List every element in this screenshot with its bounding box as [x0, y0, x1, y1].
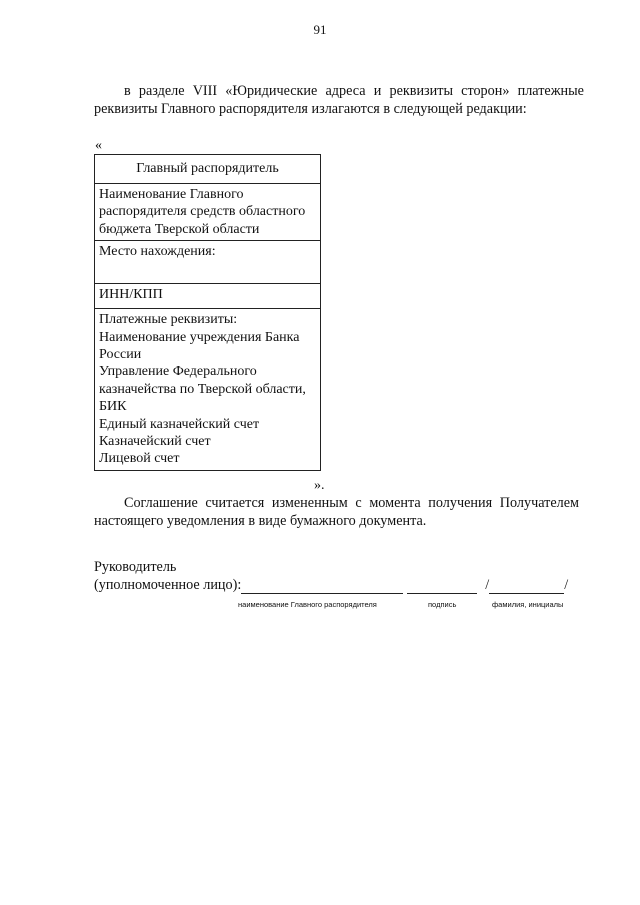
- inn-cell: ИНН/КПП: [95, 284, 321, 309]
- intro-word: сторон»: [461, 83, 510, 99]
- intro-word: разделе: [138, 83, 185, 99]
- agreement-paragraph: [94, 494, 579, 530]
- name-cell: [95, 184, 321, 241]
- payment-line: Лицевой счет: [99, 451, 180, 467]
- payment-details-cell: [95, 309, 321, 471]
- caption-organization: наименование Главного распорядителя: [238, 600, 377, 609]
- signature-captions: [0, 600, 640, 612]
- payment-line: Платежные реквизиты:: [99, 312, 238, 328]
- organization-name-line[interactable]: [241, 579, 403, 594]
- intro-word: «Юридические: [225, 83, 318, 99]
- signature-separator-end: /: [564, 577, 569, 593]
- agreement-word: Соглашение: [124, 495, 198, 511]
- signature-line[interactable]: [407, 579, 477, 594]
- name-line: бюджета Тверской области: [99, 221, 260, 237]
- payment-line: Казначейский счет: [99, 434, 211, 450]
- agreement-word: измененным: [271, 495, 348, 511]
- requisites-table: [94, 154, 321, 471]
- name-line: Наименование Главного: [99, 187, 244, 202]
- intro-line-1: [94, 82, 584, 100]
- address-cell: Место нахождения:: [95, 241, 321, 284]
- agreement-word: получения: [428, 495, 493, 511]
- payment-line: Управление Федерального: [99, 364, 257, 380]
- intro-word: и: [373, 83, 382, 99]
- payment-line: БИК: [99, 399, 127, 415]
- payment-line: казначейства по Тверской области,: [99, 381, 306, 397]
- intro-word: платежные: [517, 83, 584, 99]
- opening-quote: «: [95, 138, 102, 153]
- signature-separator: /: [485, 577, 490, 593]
- agreement-line-2: настоящего уведомления в виде бумажного документа.: [94, 513, 427, 529]
- intro-line-2: реквизиты Главного распорядителя излагаются в следующей редакции:: [94, 101, 527, 117]
- signature-title: Руководитель: [94, 559, 177, 575]
- intro-paragraph: [94, 82, 584, 118]
- payment-line: Наименование учреждения Банка: [99, 329, 300, 345]
- intro-word: адреса: [325, 83, 366, 99]
- intro-word: реквизиты: [389, 83, 453, 99]
- payment-line: Единый казначейский счет: [99, 416, 260, 432]
- caption-full-name: фамилия, инициалы: [492, 600, 564, 609]
- agreement-word: с: [355, 495, 362, 511]
- agreement-line-1: [94, 494, 579, 512]
- payment-line: России: [99, 347, 142, 363]
- full-name-line[interactable]: [489, 579, 564, 594]
- page-number: 91: [313, 22, 327, 37]
- table-header-cell: Главный распорядитель: [95, 155, 321, 184]
- closing-quote: ».: [314, 478, 325, 493]
- agreement-word: Получателем: [499, 495, 579, 511]
- agreement-word: момента: [369, 495, 421, 511]
- caption-signature: подпись: [428, 600, 457, 609]
- signature-block: [94, 558, 568, 594]
- intro-word: в: [124, 83, 131, 99]
- agreement-word: считается: [205, 495, 265, 511]
- signature-row: [94, 576, 568, 594]
- intro-word: VIII: [192, 83, 218, 99]
- signature-label: (уполномоченное лицо):: [94, 577, 242, 593]
- name-line: распорядителя средств областного: [99, 204, 306, 220]
